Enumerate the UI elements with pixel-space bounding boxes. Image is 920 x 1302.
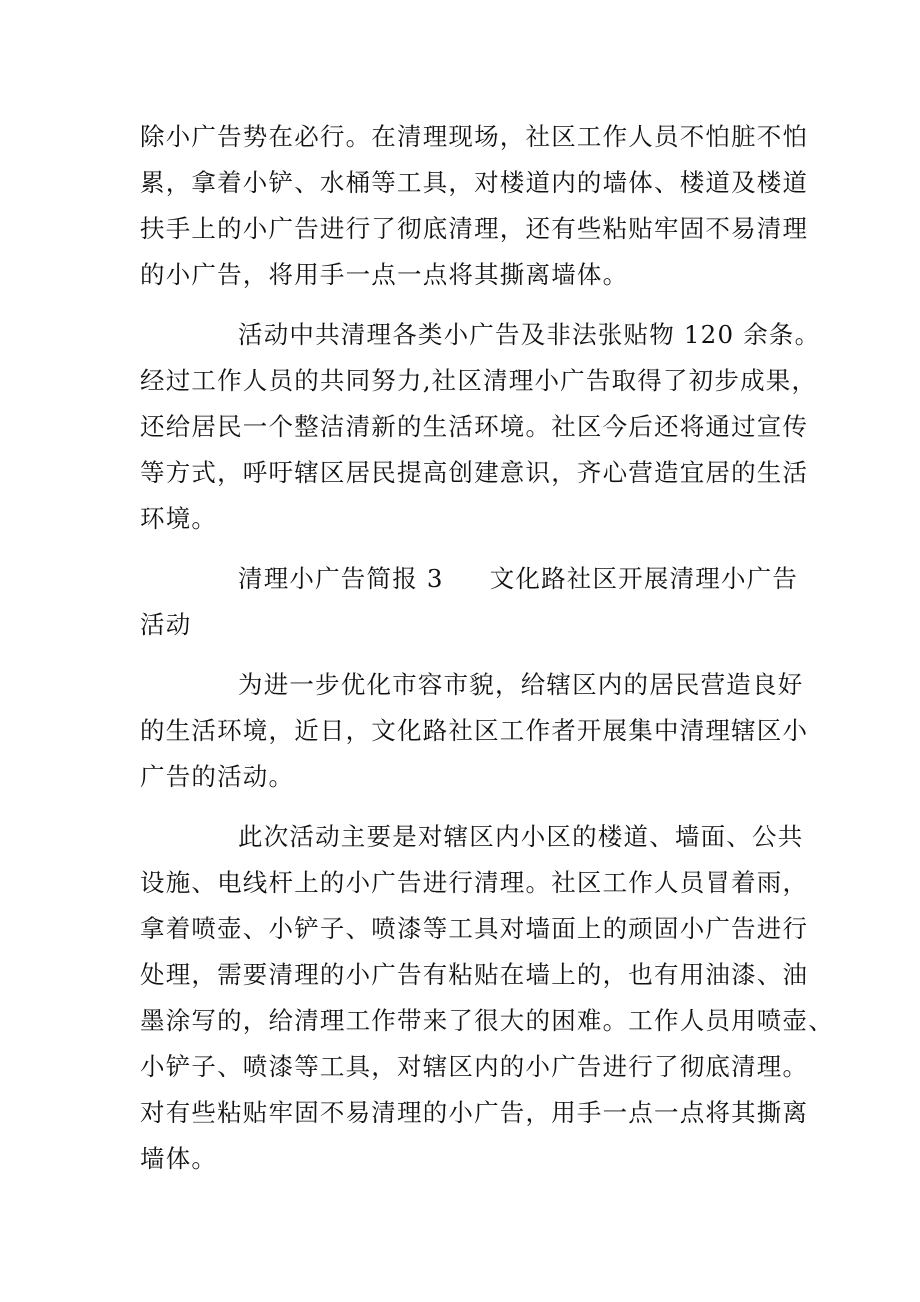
text-line: 墨涂写的，给清理工作带来了很大的困难。工作人员用喷壶、 [140, 1006, 834, 1035]
text-line: 广告的活动。 [140, 762, 295, 791]
text-line: 的生活环境，近日，文化路社区工作者开展集中清理辖区小 [140, 716, 809, 745]
document-body [140, 114, 834, 1182]
text-line: 活动中共清理各类小广告及非法张贴物 120 余条。 [238, 320, 821, 349]
text-line: 拿着喷壶、小铲子、喷漆等工具对墙面上的顽固小广告进行 [140, 914, 809, 943]
paragraph-activity-details [140, 814, 834, 1182]
text-line: 还给居民一个整洁清新的生活环境。社区今后还将通过宣传 [140, 412, 809, 441]
text-line: 此次活动主要是对辖区内小区的楼道、墙面、公共 [238, 822, 804, 851]
text-line: 处理，需要清理的小广告有粘贴在墙上的，也有用油漆、油 [140, 960, 809, 989]
text-line: 扶手上的小广告进行了彻底清理，还有些粘贴牢固不易清理 [140, 214, 809, 243]
text-line: 墙体。 [140, 1144, 218, 1173]
text-line: 对有些粘贴牢固不易清理的小广告，用手一点一点将其撕离 [140, 1098, 809, 1127]
heading-line: 活动 [140, 610, 192, 639]
text-line: 累，拿着小铲、水桶等工具，对楼道内的墙体、楼道及楼道 [140, 168, 809, 197]
text-line: 小铲子、喷漆等工具，对辖区内的小广告进行了彻底清理。 [140, 1052, 809, 1081]
text-line: 除小广告势在必行。在清理现场，社区工作人员不怕脏不怕 [140, 122, 809, 151]
text-line: 等方式，呼吁辖区居民提高创建意识，齐心营造宜居的生活 [140, 458, 809, 487]
paragraph-cleanup-results [140, 312, 821, 542]
paragraph-purpose [140, 662, 809, 800]
section-heading [140, 556, 799, 648]
text-line: 设施、电线杆上的小广告进行清理。社区工作人员冒着雨， [140, 868, 809, 897]
text-line: 的小广告，将用手一点一点将其撕离墙体。 [140, 260, 629, 289]
paragraph-cleanup-scene [140, 114, 809, 298]
heading-title: 清理小广告简报 3 [238, 564, 444, 593]
text-line: 为进一步优化市容市貌，给辖区内的居民营造良好 [238, 670, 804, 699]
text-line: 经过工作人员的共同努力,社区清理小广告取得了初步成果， [140, 366, 818, 395]
heading-line [140, 556, 799, 602]
text-line: 环境。 [140, 504, 218, 533]
heading-subtitle: 文化路社区开展清理小广告 [489, 564, 799, 593]
